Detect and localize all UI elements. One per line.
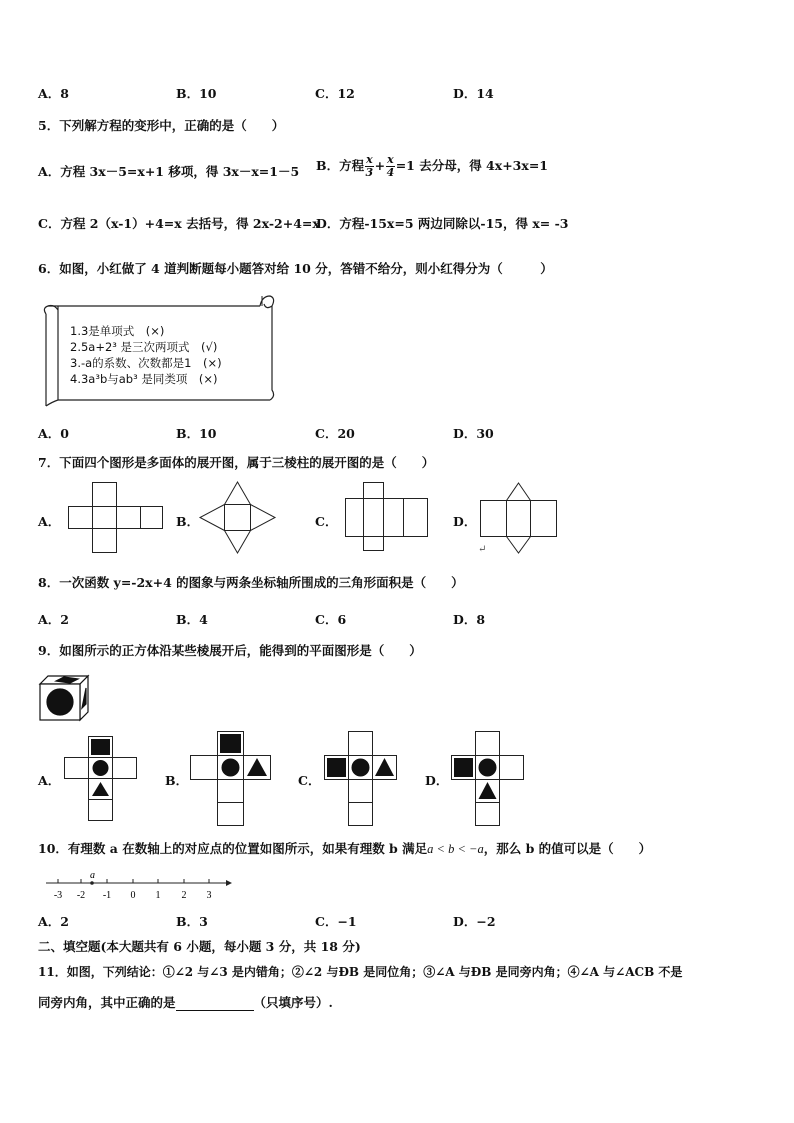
- q5-option-b-suffix: =1 去分母，得 4x+3x=1: [395, 158, 549, 173]
- q8-option-a: A．2: [38, 612, 69, 627]
- q10-stem-pre: 10．有理数 a 在数轴上的对应点的位置如图所示，如果有理数 b 满足: [38, 841, 428, 856]
- q9-label-a: A．: [38, 773, 61, 788]
- scroll-line-4: 4.3a³b与ab³ 是同类项 (×): [70, 372, 218, 386]
- q10-inequality: a < b < −a: [427, 842, 484, 856]
- q8-option-c: C．6: [315, 612, 347, 627]
- q9-label-b: B．: [165, 773, 189, 788]
- q11-line-1: 11．如图，下列结论：①∠2 与∠3 是内错角；②∠2 与ÐB 是同位角；③∠A 与ÐB 是同旁内角；④∠A 与∠ACB 不是: [38, 965, 683, 979]
- q7-net-b: [198, 480, 278, 556]
- fraction-x-over-4: [386, 154, 395, 179]
- q7-net-a: [68, 482, 164, 554]
- answer-blank[interactable]: [176, 998, 254, 1011]
- tick-label: 1: [155, 890, 161, 901]
- scroll-line-3: 3.-a的系数、次数都是1 (×): [70, 356, 222, 370]
- q5-stem: 5．下列解方程的变形中，正确的是（ ）: [38, 118, 285, 133]
- q7-label-d: D．: [453, 514, 477, 529]
- number-line: [44, 868, 234, 902]
- q8-stem: 8．一次函数 y=-2x+4 的图象与两条坐标轴所围成的三角形面积是（ ）: [38, 575, 464, 590]
- cube-figure: [38, 674, 90, 722]
- q11-line-2-pre: 同旁内角，其中正确的是: [38, 995, 176, 1010]
- q6-option-b: B．10: [176, 426, 217, 441]
- tick-label: -3: [53, 890, 63, 901]
- q5-option-c: C．方程 2（x-1）+4=x 去括号，得 2x-2+4=x: [38, 216, 320, 231]
- q9-net-a: [64, 736, 138, 822]
- q5-option-b-prefix: B．方程: [316, 158, 365, 173]
- q7-net-c: [345, 482, 429, 552]
- tick-label: -1: [102, 890, 112, 901]
- q9-stem: 9．如图所示的正方体沿某些棱展开后，能得到的平面图形是（ ）: [38, 643, 422, 658]
- q10-stem: [38, 839, 651, 857]
- tick-label: 2: [181, 890, 187, 901]
- q8-option-d: D．8: [453, 612, 486, 627]
- tick-label: -2: [76, 890, 86, 901]
- q10-option-b: B．3: [176, 914, 208, 929]
- q10-option-a: A．2: [38, 914, 69, 929]
- axis-point-label: a: [90, 870, 95, 881]
- q10-stem-post: ，那么 b 的值可以是（ ）: [483, 841, 652, 856]
- q9-net-d: [451, 731, 525, 827]
- frac-den: 3: [365, 166, 374, 179]
- frac-num: x: [387, 153, 394, 166]
- q5-option-b: [316, 154, 548, 179]
- tick-label: 3: [206, 890, 212, 901]
- q7-label-a: A．: [38, 514, 61, 529]
- return-mark: ↵: [478, 544, 487, 555]
- q6-option-a: A．0: [38, 426, 69, 441]
- q4-option-c: C．12: [315, 86, 355, 101]
- q11-line-2: [38, 993, 333, 1011]
- frac-num: x: [366, 153, 373, 166]
- q10-option-c: C．−1: [315, 914, 357, 929]
- q10-option-d: D．−2: [453, 914, 496, 929]
- q9-net-c: [324, 731, 398, 827]
- q7-net-d: [480, 482, 558, 554]
- q4-option-b: B．10: [176, 86, 217, 101]
- q6-stem: 6．如图，小红做了 4 道判断题每小题答对给 10 分，答错不给分，则小红得分为（ ）: [38, 261, 553, 276]
- section-2-heading: 二、填空题(本大题共有 6 小题，每小题 3 分，共 18 分): [38, 939, 361, 954]
- scroll-line-1: 1.3是单项式 (×): [70, 324, 165, 338]
- frac-den: 4: [386, 166, 395, 179]
- scroll-line-2: 2.5a+2³ 是三次两项式 (√): [70, 340, 218, 354]
- q6-option-d: D．30: [453, 426, 494, 441]
- fraction-x-over-3: [365, 154, 374, 179]
- q4-option-a: A．8: [38, 86, 69, 101]
- q8-option-b: B．4: [176, 612, 208, 627]
- plus-sign: +: [374, 158, 386, 173]
- q7-label-c: C．: [315, 514, 338, 529]
- tick-label: 0: [130, 890, 136, 901]
- q11-line-2-post: （只填序号）.: [253, 995, 333, 1010]
- q7-stem: 7．下面四个图形是多面体的展开图，属于三棱柱的展开图的是（ ）: [38, 455, 435, 470]
- q5-option-d: D．方程-15x=5 两边同除以-15，得 x= -3: [316, 216, 569, 231]
- q4-option-d: D．14: [453, 86, 494, 101]
- q5-option-a: A．方程 3x－5=x+1 移项，得 3x－x=1－5: [38, 164, 300, 179]
- q9-label-d: D．: [425, 773, 449, 788]
- q6-option-c: C．20: [315, 426, 355, 441]
- q7-label-b: B．: [176, 514, 200, 529]
- q9-net-b: [190, 731, 272, 827]
- q9-label-c: C．: [298, 773, 321, 788]
